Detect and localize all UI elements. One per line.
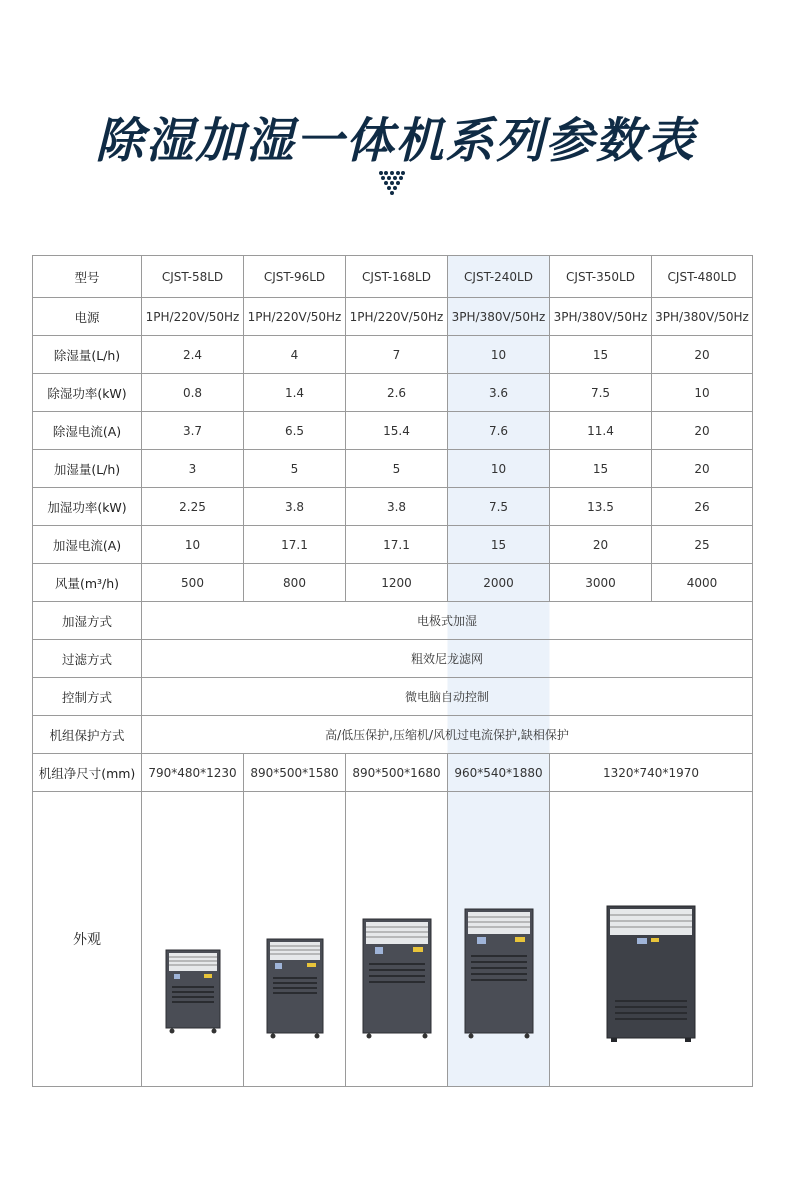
table-cell: 11.4 [550, 412, 652, 450]
dimension-cell: 790*480*1230 [142, 754, 244, 792]
table-row [33, 526, 753, 564]
model-cell: CJST-96LD [244, 256, 346, 298]
row-label: 加湿方式 [33, 602, 142, 640]
row-label: 控制方式 [33, 678, 142, 716]
model-cell: CJST-58LD [142, 256, 244, 298]
row-label: 风量(m³/h) [33, 564, 142, 602]
table-cell: 26 [652, 488, 753, 526]
table-cell: 3PH/380V/50Hz [652, 298, 753, 336]
model-cell: CJST-350LD [550, 256, 652, 298]
table-cell: 1200 [346, 564, 448, 602]
row-label: 过滤方式 [33, 640, 142, 678]
row-label: 除湿量(L/h) [33, 336, 142, 374]
table-row [33, 336, 753, 374]
table-cell: 15 [550, 450, 652, 488]
row-label: 型号 [33, 256, 142, 298]
unit-image-cell [142, 792, 244, 1087]
table-cell: 7.5 [550, 374, 652, 412]
table-cell: 20 [652, 336, 753, 374]
dehumidifier-unit-image [164, 948, 222, 1034]
dehumidifier-unit-image [265, 937, 325, 1039]
table-row-shared [33, 602, 753, 640]
table-row [33, 412, 753, 450]
table-cell: 3PH/380V/50Hz [448, 298, 550, 336]
shared-cell: 微电脑自动控制 [142, 678, 753, 716]
table-cell: 2.4 [142, 336, 244, 374]
unit-image-cell [550, 792, 753, 1087]
dehumidifier-unit-image [463, 907, 535, 1039]
row-label: 除湿电流(A) [33, 412, 142, 450]
spec-table [32, 255, 753, 1087]
table-cell: 7.5 [448, 488, 550, 526]
table-cell: 20 [652, 412, 753, 450]
shared-cell: 高/低压保护,压缩机/风机过电流保护,缺相保护 [142, 716, 753, 754]
row-label: 外观 [33, 792, 142, 1087]
page-title: 除湿加湿一体机系列参数表 [95, 113, 696, 169]
unit-image-cell [448, 792, 550, 1087]
table-cell: 10 [448, 450, 550, 488]
table-row [33, 450, 753, 488]
row-label: 加湿功率(kW) [33, 488, 142, 526]
dimension-cell: 1320*740*1970 [550, 754, 753, 792]
table-cell: 7.6 [448, 412, 550, 450]
shared-cell: 电极式加湿 [142, 602, 753, 640]
dimension-cell: 890*500*1680 [346, 754, 448, 792]
dimension-cell: 960*540*1880 [448, 754, 550, 792]
table-row-shared [33, 640, 753, 678]
table-cell: 25 [652, 526, 753, 564]
row-label: 机组保护方式 [33, 716, 142, 754]
table-cell: 2.25 [142, 488, 244, 526]
row-label: 加湿量(L/h) [33, 450, 142, 488]
table-cell: 20 [550, 526, 652, 564]
dimension-cell: 890*500*1580 [244, 754, 346, 792]
table-cell: 7 [346, 336, 448, 374]
table-cell: 3.8 [244, 488, 346, 526]
table-row [33, 564, 753, 602]
model-cell: CJST-480LD [652, 256, 753, 298]
table-cell: 2000 [448, 564, 550, 602]
table-cell: 1PH/220V/50Hz [244, 298, 346, 336]
table-cell: 3PH/380V/50Hz [550, 298, 652, 336]
table-cell: 0.8 [142, 374, 244, 412]
table-cell: 10 [448, 336, 550, 374]
row-label: 加湿电流(A) [33, 526, 142, 564]
table-cell: 800 [244, 564, 346, 602]
row-label: 机组净尺寸(mm) [33, 754, 142, 792]
table-cell: 4000 [652, 564, 753, 602]
table-cell: 6.5 [244, 412, 346, 450]
table-cell: 2.6 [346, 374, 448, 412]
table-row-shared [33, 716, 753, 754]
table-row [33, 298, 753, 336]
table-cell: 1PH/220V/50Hz [142, 298, 244, 336]
table-cell: 3.8 [346, 488, 448, 526]
table-row-model [33, 256, 753, 298]
table-cell: 3.7 [142, 412, 244, 450]
model-cell: CJST-168LD [346, 256, 448, 298]
table-cell: 15 [448, 526, 550, 564]
table-cell: 5 [244, 450, 346, 488]
unit-image-cell [346, 792, 448, 1087]
unit-image-cell [244, 792, 346, 1087]
table-cell: 500 [142, 564, 244, 602]
shared-cell: 粗效尼龙滤网 [142, 640, 753, 678]
table-row-appearance [33, 792, 753, 1087]
row-label: 电源 [33, 298, 142, 336]
table-cell: 15.4 [346, 412, 448, 450]
table-row-dimensions [33, 754, 753, 792]
table-cell: 10 [652, 374, 753, 412]
table-cell: 4 [244, 336, 346, 374]
table-cell: 17.1 [346, 526, 448, 564]
table-cell: 1.4 [244, 374, 346, 412]
dehumidifier-unit-large-image [605, 904, 697, 1044]
table-cell: 3000 [550, 564, 652, 602]
table-cell: 20 [652, 450, 753, 488]
table-cell: 3 [142, 450, 244, 488]
table-cell: 15 [550, 336, 652, 374]
table-cell: 3.6 [448, 374, 550, 412]
table-row [33, 374, 753, 412]
table-cell: 13.5 [550, 488, 652, 526]
table-cell: 10 [142, 526, 244, 564]
table-cell: 5 [346, 450, 448, 488]
brand-dots-icon [378, 170, 406, 196]
table-row [33, 488, 753, 526]
dehumidifier-unit-image [361, 917, 433, 1039]
row-label: 除湿功率(kW) [33, 374, 142, 412]
table-cell: 17.1 [244, 526, 346, 564]
table-cell: 1PH/220V/50Hz [346, 298, 448, 336]
model-cell: CJST-240LD [448, 256, 550, 298]
table-row-shared [33, 678, 753, 716]
